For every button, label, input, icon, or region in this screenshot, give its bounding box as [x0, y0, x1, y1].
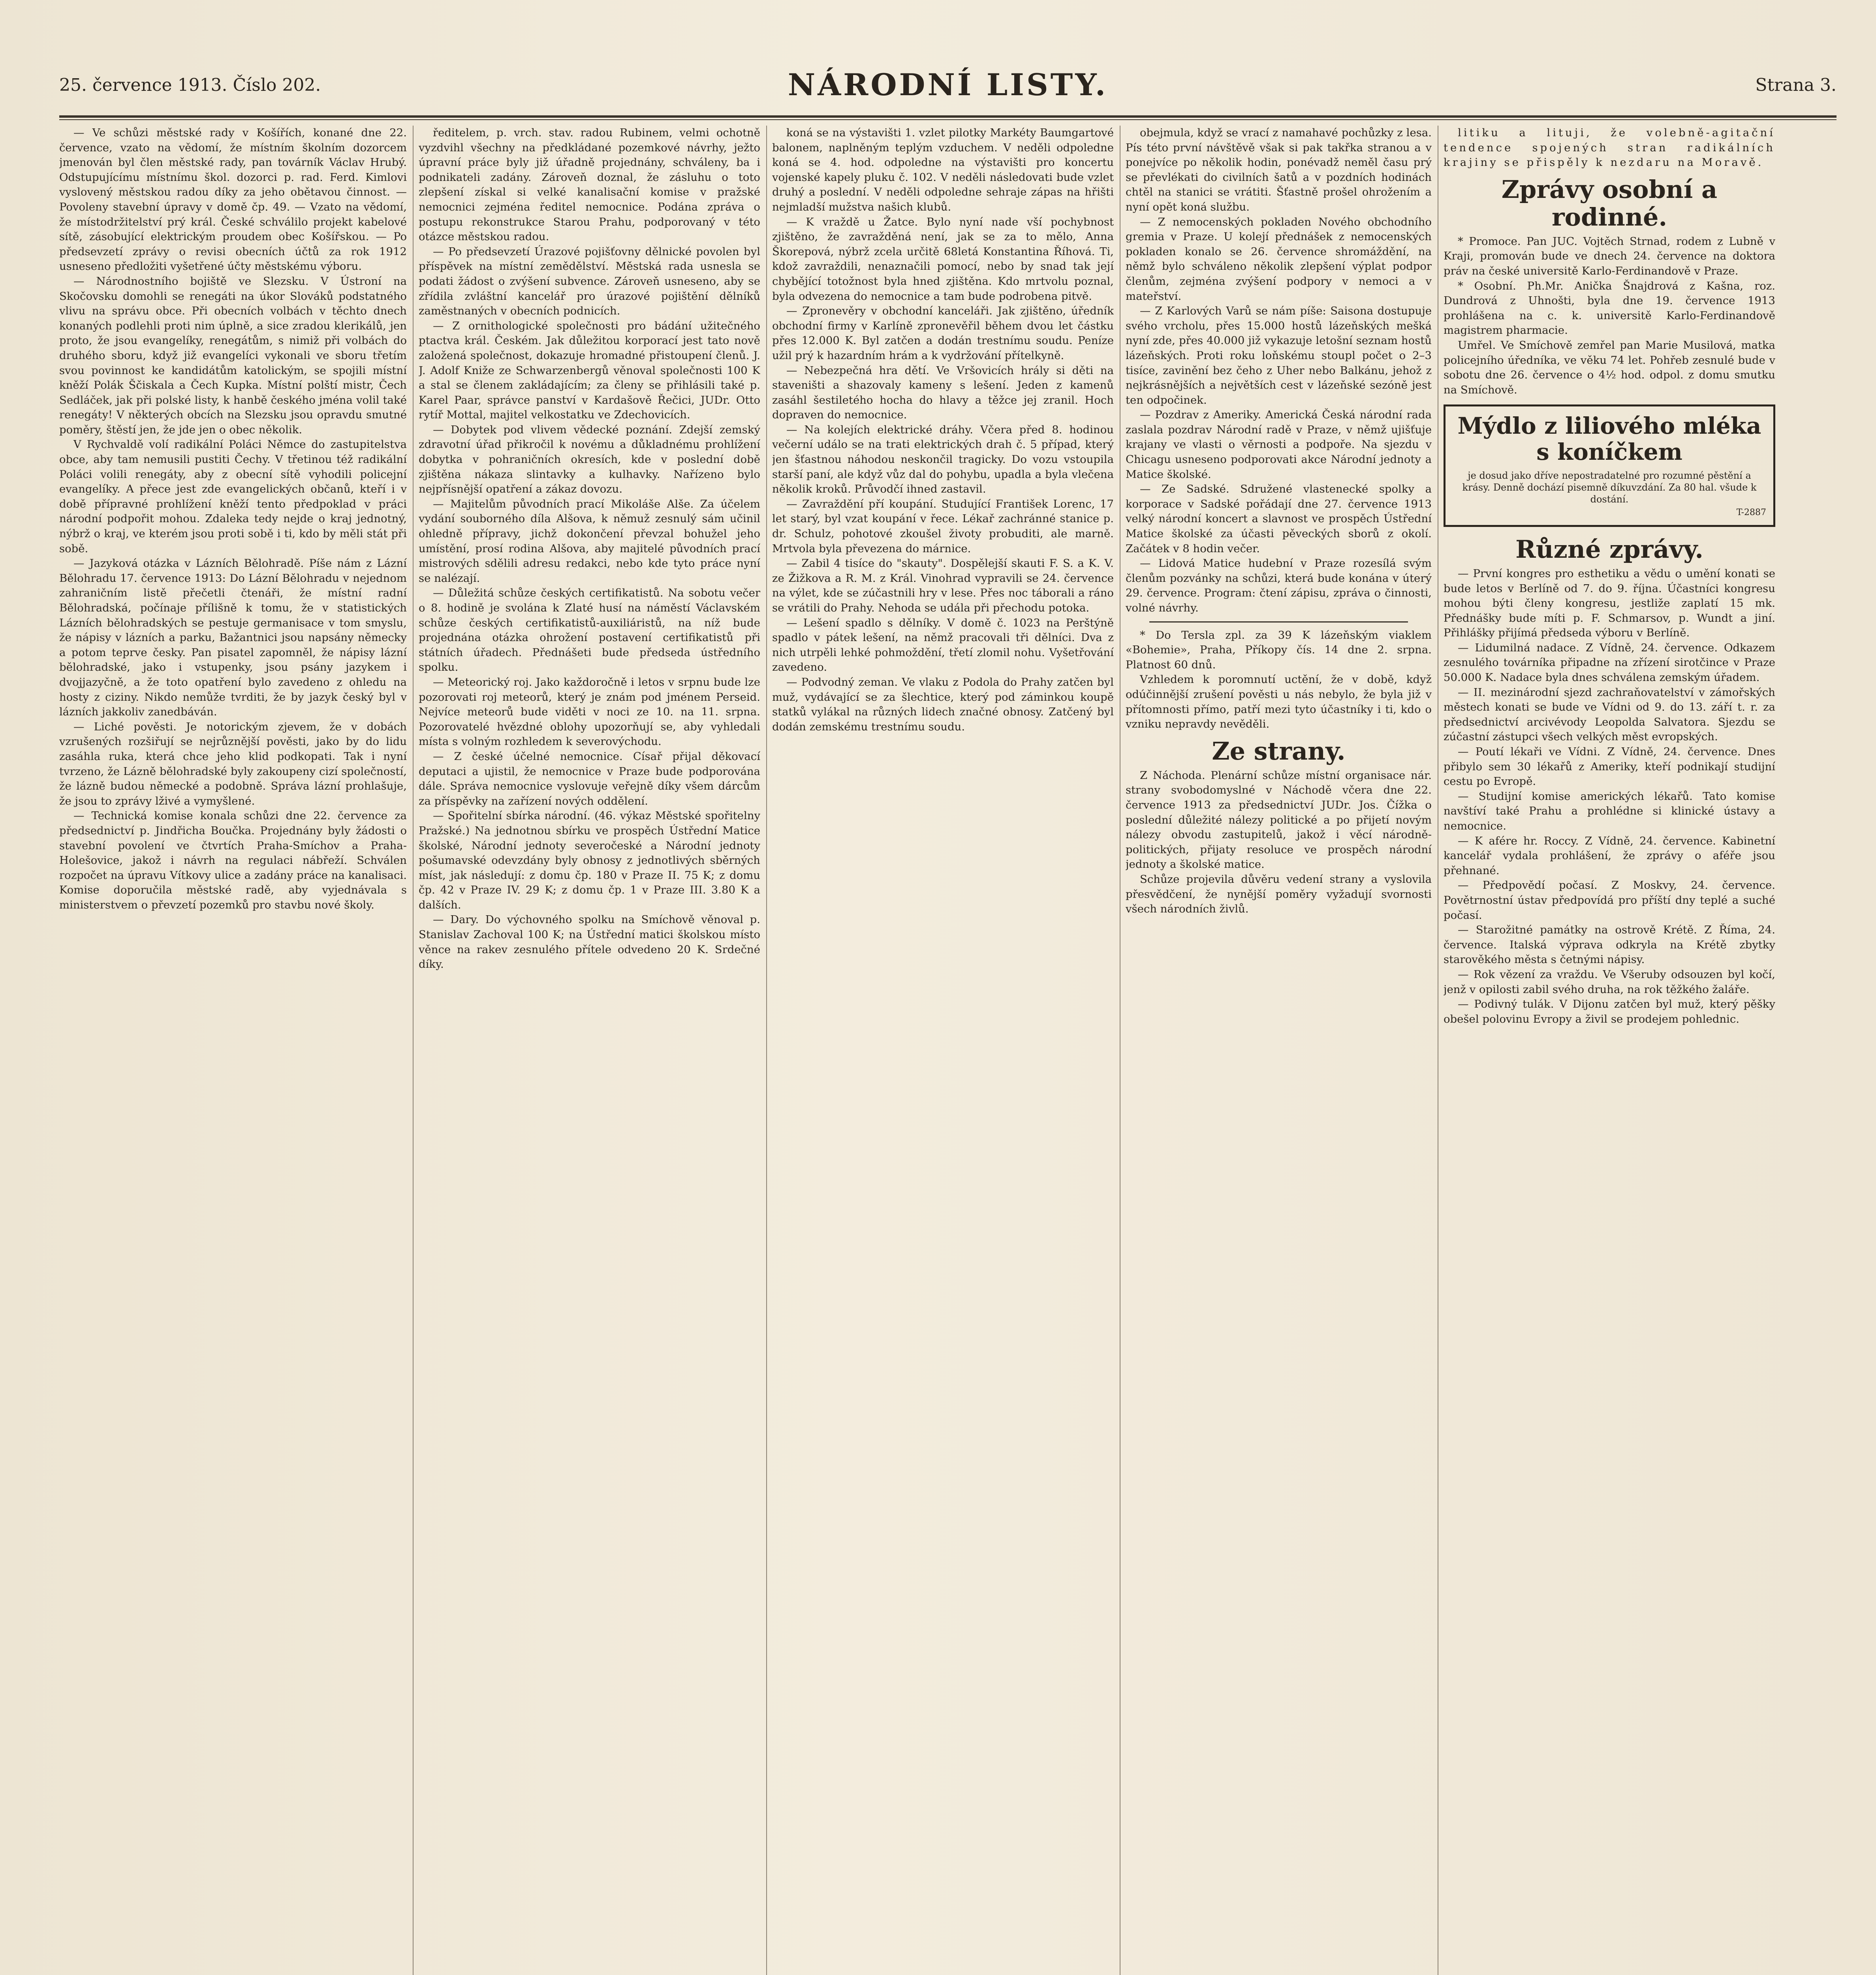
article-paragraph: koná se na výstavišti 1. vzlet pilotky Markéty Baumgartové balonem, naplněným teplým vzduchem. V neděli odpoledne koná se 4. hod. odpoledne na výstavišti pro koncertu vojenské kapely pluku č. 102. V neděli následovati bude vzlet druhý a poslední. V neděli odpoledne sehraje zápas na hřišti nejmladší mužstva našich klubů. — [772, 126, 1114, 213]
column-2 — [419, 126, 760, 1975]
article-paragraph: — Meteorický roj. Jako každoročně i letos v srpnu bude lze pozorovati roj meteorů, který je znám pod jménem Perseid. Nejvíce meteorů bude viděti v noci ze 10. na 11. srpna. Pozorovatelé hvězdné oblohy upozorňují se, aby vyhledali místa s volným rozhledem k severovýchodu. — [419, 675, 760, 748]
article-paragraph: — Zabil 4 tisíce do "skauty". Dospělejší skauti F. S. a K. V. ze Žižkova a R. M. z Král. Vinohrad vypravili se 24. července na výlet, kde se zúčastnili hry v lese. Přes noc táborali a ráno se vrátili do Prahy. Nehoda se udála při přechodu potoka. — [772, 557, 1114, 614]
section-separator — [1149, 621, 1408, 623]
article-paragraph: — Poutí lékaři ve Vídni. Z Vídně, 24. července. Dnes přibylo sem 30 lékařů z Ameriky, kteří podnikají studijní cestu po Evropě. — [1444, 745, 1775, 788]
article-paragraph: V Rychvaldě volí radikální Poláci Němce do zastupitelstva obce, aby tam nemusili pustiti Čechy. V třetinou též radikální Poláci volili renegáty, aby z obecní sítě vyhodili policejní evangelíky. A přece jest zde evangelických občanů, kteří i v době přípravné prohlížení kněží tento předpoklad v práci národní podpořit mohou. Zdaleka tedy nejde o kraj jednotný, nýbrž o kraj, ve kterém jsou proti sobě i ti, kdo by měli stát při sobě. — [59, 438, 407, 555]
article-paragraph: — K vraždě u Žatce. Bylo nyní nade vší pochybnost zjištěno, že zavražděná není, jak se za to mělo, Anna Škorepová, nýbrž zcela určitě 68letá Konstantina Říhová. Ti, kdož zavraždili, nenaznačili pomocí, nebo by snad tak její chybějící totožnost byla hned zjištěna. Kdo mrtvolu poznal, byla odvezena do nemocnice a tam bude podrobena pitvě. — [772, 215, 1114, 303]
notice-paragraph: * Do Tersla zpl. za 39 K lázeňským viaklem «Bohemie», Praha, Příkopy čís. 14 dne 2. srpna. Platnost 60 dnů. — [1126, 628, 1432, 671]
party-heading: Ze strany. — [1212, 736, 1346, 766]
column-divider — [413, 126, 414, 1975]
article-paragraph: — Starožitné památky na ostrově Krétě. Z Říma, 24. července. Italská výprava odkryla na Krétě zbytky starověkého města s četnými nápisy. — [1444, 924, 1775, 966]
article-paragraph: — Dary. Do výchovného spolku na Smíchově věnoval p. Stanislav Zachoval 100 K; na Ústřední matici školskou místo věnce na rakev zesnulého přítele odvedeno 20 K. Srdečné díky. — [419, 913, 760, 971]
article-paragraph: — Po předsevzetí Úrazové pojišťovny dělnické povolen byl příspěvek na místní zemědělství. Městská rada usnesla se podati žádost o zvýšení subvence. Zároveň usneseno, aby se zřídila zvláštní kancelář pro úrazové pojištění dělníků zaměstnaných v obecních podnicích. — [419, 245, 760, 318]
column-5 — [1444, 126, 1775, 1975]
masthead-rule-thin — [59, 119, 1837, 120]
article-paragraph: — Rok vězení za vraždu. Ve Všeruby odsouzen byl kočí, jenž v opilosti zabil svého druha, na rok těžkého žaláře. — [1444, 968, 1775, 996]
ad-subtitle: s koníčkem — [1536, 438, 1682, 466]
article-paragraph: Schůze projevila důvěru vedení strany a vyslovila přesvědčení, že nynější poměry vyžadují svornosti všech národních živlů. — [1126, 873, 1432, 916]
personal-heading: Zprávy osobní a rodinné. — [1501, 175, 1718, 231]
article-paragraph: — II. mezinárodní sjezd zachraňovatelství v zámořských městech konati se bude ve Vídni od 9. do 13. září t. r. za předsednictví arcivévody Leopolda Salvatora. Sjezdu se zúčastní zástupci všech velkých měst evropských. — [1444, 686, 1775, 743]
article-paragraph: — Jazyková otázka v Lázních Bělohradě. Píše nám z Lázní Bělohradu 17. července 1913: Do Lázní Bělohradu v nejednom zahraničním listě přečetli čtenáři, že místní radní Bělohradská, počínaje přílišně k tomu, že v statistických Lázních bělohradských se pestuje germanisace v tom smyslu, že nápisy v lázních a parku, Bažantnici jsou napsány německy a potom teprve česky. Pan pisatel zapomněl, že nápisy lázní bělohradské, jako i vstupenky, jsou psány jazykem i dvojjazyčně, a že toto opatření bylo zavedeno z ohledu na hosty z ciziny. Nikdo nemůže tvrditi, že by jazyk český byl v lázních jakkoliv zanedbáván. — [59, 557, 407, 719]
article-paragraph: * Promoce. Pan JUC. Vojtěch Strnad, rodem z Lubně v Kraji, promován bude ve dnech 24. července na doktora práv na české universitě Karlo-Ferdinandově v Praze. — [1444, 235, 1775, 277]
column-4 — [1126, 126, 1432, 1975]
article-paragraph: — Spořitelní sbírka národní. (46. výkaz Městské spořitelny Pražské.) Na jednotnou sbírku ve prospěch Ústřední Matice školské, Národní jednoty severočeské a Národní jednoty pošumavské odevzdány byly obnosy z jednotlivých sběrných míst, jak následují: z domu čp. 180 v Praze II. 75 K; z domu čp. 42 v Praze IV. 29 K; z domu čp. 1 v Praze III. 3.80 K a dalších. — [419, 809, 760, 911]
article-paragraph: — Zpronevěry v obchodní kanceláři. Jak zjištěno, úředník obchodní firmy v Karlíně zpronevěřil během dvou let částku přes 12.000 K. Byl zatčen a dodán trestnímu soudu. Peníze užil prý k hazardním hrám a k vydržování přítelkyně. — [772, 305, 1114, 362]
article-paragraph: litiku a lituji, že volebně-agitační tendence spojených stran radikálních krajiny se přispěly k nezdaru na Moravě. — [1444, 126, 1775, 169]
article-paragraph: — K afére hr. Roccy. Z Vídně, 24. července. Kabinetní kancelář vydala prohlášení, že zprávy o aféře jsou přehnané. — [1444, 834, 1775, 877]
article-paragraph: — Ve schůzi městské rady v Košířích, konané dne 22. července, vzato na vědomí, že místním školním dozorcem jmenován byl člen městské rady, pan továrník Václav Hrubý. Odstupujícímu místnímu škol. dozorci p. rad. Ferd. Kimlovi vyslovený městskou radou díky za jeho obětavou činnost. — Povoleny stavební úpravy v domě čp. 49. — Vzato na vědomí, že místodržitelství prý král. České schválilo projekt kabelové sítě, zásobující elektrickým proudem obec Košířskou. — Po předsevzetí zprávy o revisi obecních účtů za rok 1912 usneseno předložiti vyšetřené účty městskému výboru. — [59, 126, 407, 273]
article-paragraph: ředitelem, p. vrch. stav. radou Rubinem, velmi ochotně vyzdvihl všechny na předkládané pozemkové návrhy, ježto úpravní práce byly již úřadně projednány, schváleny, ba i podnikateli zadány. Zároveň doznal, že zásluhu o toto zlepšení získal si velké kanalisační komise v pražské nemocnici zejména ředitel nemocnice. Podána zpráva o postupu rekonstrukce Starou Prahu, podporovaný v této otázce městskou radou. — [419, 126, 760, 243]
article-paragraph: — Z Karlových Varů se nám píše: Saisona dostupuje svého vrcholu, přes 15.000 hostů lázeňských mešká nyní zde, přes 40.000 již vykazuje letošní seznam hostů lázeňských. Proti roku loňskému stoupl počet o 2–3 tisíce, zavinění bez čeho z Uher nebo Balkánu, jehož z nejkrásnějších a největších cest v lázeňské sezóně jest ten odpočinek. — [1126, 305, 1432, 406]
ad-text: je dosud jako dříve nepostradatelné pro rozumné pěstění a krásy. Denně dochází pisemně díkuvzdání. Za 80 hal. všude k dostání. — [1462, 470, 1757, 505]
article-paragraph: — Lidová Matice hudební v Praze rozesílá svým členům pozvánky na schůzi, která bude konána v úterý 29. července. Program: čtení zápisu, zpráva o činnosti, volné návrhy. — [1126, 557, 1432, 614]
article-paragraph: Umřel. Ve Smíchově zemřel pan Marie Musilová, matka policejního úředníka, ve věku 74 let. Pohřeb zesnulé bude v sobotu dne 26. července o 4½ hod. odpol. z domu smutku na Smíchově. — [1444, 339, 1775, 396]
article-paragraph: — Podivný tulák. V Dijonu zatčen byl muž, který pěšky obešel polovinu Evropy a živil se prodejem pohlednic. — [1444, 998, 1775, 1025]
ad-code: T-2887 — [1736, 508, 1766, 518]
article-paragraph: Z Náchoda. Plenární schůze místní organisace nár. strany svobodomyslné v Náchodě včera dne 22. července 1913 za předsednictví JUDr. Jos. Čížka o poslední důležité nálezy politické a po přijetí novým nálezy obvodu zastupitelů, jakož i věcí národně-politických, přijaty resoluce ve prospěch národní jednoty a školské matice. — [1126, 769, 1432, 871]
article-paragraph: Vzhledem k poromnutí uctění, že v době, když odúčinnější zrušení pověsti u nás nebylo, že byla již v přítomnosti přímo, patří mezi tyto účastníky i ti, kdo o vzniku nepravdy nevěděli. — [1126, 673, 1432, 731]
issue-date: 25. července 1913. Číslo 202. — [59, 75, 321, 95]
article-paragraph: — Z ornithologické společnosti pro bádání užitečného ptactva král. Českém. Jak důležitou korporací jest tato nově založená společnost, dokazuje hromadné přistoupení členů. J. J. Adolf Kniže ze Schwarzenbergů věnoval společnosti 100 K a stal se členem zakládajícím; za členy se přihlásili také p. Karel Paar, správce panství v Kardašově Řečici, JUDr. Otto rytíř Mottal, majitel velkostatku ve Zdechovicích. — [419, 319, 760, 421]
column-divider — [766, 126, 767, 1975]
article-paragraph: — Ze Sadské. Sdružené vlastenecké spolky a korporace v Sadské pořádají dne 27. července 1913 velký národní koncert a slavnost ve prospěch Ústřední Matice školské za účasti pěveckých sborů z okolí. Začátek v 8 hodin večer. — [1126, 483, 1432, 555]
article-paragraph: — Liché pověsti. Je notorickým zjevem, že v dobách vzrušených rozšiřují se nejrůznější pověsti, jako by do lidu zasáhla ruka, která chce jeho klid podkopati. Tak i nyní tvrzeno, že Lázně bělohradské byly zakoupeny cizí společností, že lázně budou německé a podobně. Správa lázní prohlašuje, že jsou to zprávy lživé a vymyšlené. — [59, 720, 407, 807]
article-paragraph: — První kongres pro esthetiku a vědu o umění konati se bude letos v Berlíně od 7. do 9. října. Účastníci kongresu mohou býti členy kongresu, jestliže zaplatí 15 mk. Přednášky bude míti p. F. Schmarsov, p. Wundt a jiní. Přihlášky přijímá předseda výboru v Berlíně. — [1444, 567, 1775, 640]
column-3 — [772, 126, 1114, 1975]
article-paragraph: — Národnostního bojiště ve Slezsku. V Ústroní na Skočovsku domohli se renegáti na úkor Slováků podstatného vlivu na správu obce. Při obecních volbách v těchto dnech konaných podlehli proti nim úplně, a sice zradou klerikálů, jen proto, že jsou evangelíky, renegátům, s nimiž při volbách do druhého sboru, když již evangelíci vykonali ve sboru třetím svou povinnost ke kandidátům katolickým, se spojili místní kněží Polák Ščiskala a Čech Kupka. Místní polští mistr, Čech Sedláček, jak při polské listy, k hanbě českého jména volil také renegáty! V některých obcích na Slezsku jsou opravdu smutné poměry, štěstí jen, že jde jen o obec několik. — [59, 275, 407, 436]
various-heading: Různé zprávy. — [1515, 534, 1703, 564]
article-paragraph: — Pozdrav z Ameriky. Americká Česká národní rada zaslala pozdrav Národní radě v Praze, v němž ujišťuje krajany ve vlasti o věrnosti a podpoře. Na sjezdu v Chicagu usneseno podporovati akce Národní jednoty a Matice školské. — [1126, 408, 1432, 481]
article-paragraph: obejmula, když se vrací z namahavé pochůzky z lesa. Pís této první návštěvě však si pak takřka stranou a v ponejvíce po několik hodin, ponévadž neměl času prý se převlékati do civilních šatů a v pozdních hodinách chtěl na stanici se vrátiti. Šťastně prošel ohrožením a nyní opět koná službu. — [1126, 126, 1432, 213]
section-heading — [1126, 737, 1432, 765]
article-paragraph: — Dobytek pod vlivem vědecké poznání. Zdejší zemský zdravotní úřad přikročil k novému a důkladnému prohlížení dobytka v pohraničních okresích, kde v poslední době zjištěna nákaza slintavky a kulhavky. Nařízeno bylo nejpřísnější opatření a zákaz dovozu. — [419, 423, 760, 496]
article-paragraph: — Technická komise konala schůzi dne 22. července za předsednictví p. Jindřicha Boučka. Projednány byly žádosti o stavební povolení ve čtvrtích Praha-Smíchov a Praha-Holešovice, jakož i návrh na regulaci nábřeží. Schválen rozpočet na úpravu Vítkovy ulice a zadány práce na kanalisaci. Komise doporučila městské radě, aby vyjednávala s ministerstvem o převzetí pozemků pro stavbu nové školy. — [59, 809, 407, 911]
article-paragraph: — Zavraždění pří koupání. Studující František Lorenc, 17 let starý, byl vzat koupání v řece. Lékař zachránné stanice p. dr. Schulz, pohotové zkoušel životy probuditi, ale marně. Mrtvola byla převezena do márnice. — [772, 497, 1114, 555]
section-heading — [1444, 536, 1775, 563]
column-1 — [59, 126, 407, 1975]
article-paragraph: — Nebezpečná hra dětí. Ve Vršovicích hrály si děti na staveništi a shazovaly kameny s lešení. Jeden z kamenů zasáhl šestiletého hocha do hlavy a těžce jej zranil. Hoch dopraven do nemocnice. — [772, 364, 1114, 421]
article-paragraph: — Majitelům původních prací Mikoláše Alše. Za účelem vydání souborného díla Alšova, k němuž zesnulý sám učinil ohledně přípravy, jichž dokončení převzal bohužel jeho umístění, prosí rodina Alšova, aby majitelé původních prací mistrových sdělili adresu redakci, nebo kde tyto práce nyní se nalézají. — [419, 497, 760, 585]
masthead — [59, 67, 1837, 111]
article-paragraph: — Důležitá schůze českých certifikatistů. Na sobotu večer o 8. hodině je svolána k Zlaté husí na náměstí Václavském schůze českých certifikatistů-auxiliáristů, na níž bude projednána otázka ohrožení postavení certifikatistů při státních úřadech. Přednášeti bude předseda ústředního spolku. — [419, 587, 760, 674]
article-paragraph: — Podvodný zeman. Ve vlaku z Podola do Prahy zatčen byl muž, vydávající se za šlechtice, který pod záminkou koupě statků vylákal na různých lidech značné obnosy. Zatčený byl dodán zemskému trestnímu soudu. — [772, 675, 1114, 733]
article-paragraph: — Předpovědí počasí. Z Moskvy, 24. července. Povětrnostní ústav předpovídá pro příští dny teplé a suché počasí. — [1444, 879, 1775, 922]
article-paragraph: — Na kolejích elektrické dráhy. Včera před 8. hodinou večerní událo se na trati elektrických drah č. 5 případ, který jen šťastnou náhodou neskončil tragicky. Do vozu vstoupila starší paní, ale když vůz dal do pohybu, upadla a byla vlečena několik kroků. Průvodčí ihned zastavil. — [772, 423, 1114, 496]
masthead-rule — [59, 115, 1837, 118]
article-paragraph: * Osobní. Ph.Mr. Anička Šnajdrová z Kašna, roz. Dundrová z Uhnošti, byla dne 19. července 1913 prohlášena na c. k. universitě Karlo-Ferdinandově magistrem pharmacie. — [1444, 279, 1775, 337]
article-paragraph: — Z nemocenských pokladen Nového obchodního gremia v Praze. U kolejí přednášek z nemocenských pokladen konalo se 26. července shromáždění, na němž bylo schváleno několik zlepšení výplat podpor členům, zejména zvýšení podpory v nemoci a v mateřství. — [1126, 215, 1432, 303]
section-heading — [1444, 176, 1775, 231]
article-paragraph: — Studijní komise amerických lékařů. Tato komise navštíví také Prahu a prohlédne si klinické ústavy a nemocnice. — [1444, 790, 1775, 832]
article-paragraph: — Z české účelné nemocnice. Císař přijal děkovací deputaci a ujistil, že nemocnice v Praze bude podporována dále. Správa nemocnice vyslovuje veřejně díky všem dárcům za příspěvky na zařízení nových oddělení. — [419, 750, 760, 807]
article-paragraph: — Lidumilná nadace. Z Vídně, 24. července. Odkazem zesnulého továrníka připadne na zřízení sirotčince v Praze 50.000 K. Nadace byla dnes schválena zemským úřadem. — [1444, 641, 1775, 684]
newspaper-title: NÁRODNÍ LISTY. — [788, 67, 1108, 102]
page-number: Strana 3. — [1755, 75, 1837, 95]
article-paragraph: — Lešení spadlo s dělníky. V domě č. 1023 na Perštýně spadlo v pátek lešení, na němž pracovali tři dělníci. Dva z nich utrpěli lehké pohmoždění, třetí zlomil nohu. Vyšetřování zavedeno. — [772, 616, 1114, 674]
soap-advertisement — [1444, 404, 1775, 527]
ad-title: Mýdlo z liliového mléka — [1457, 412, 1761, 440]
